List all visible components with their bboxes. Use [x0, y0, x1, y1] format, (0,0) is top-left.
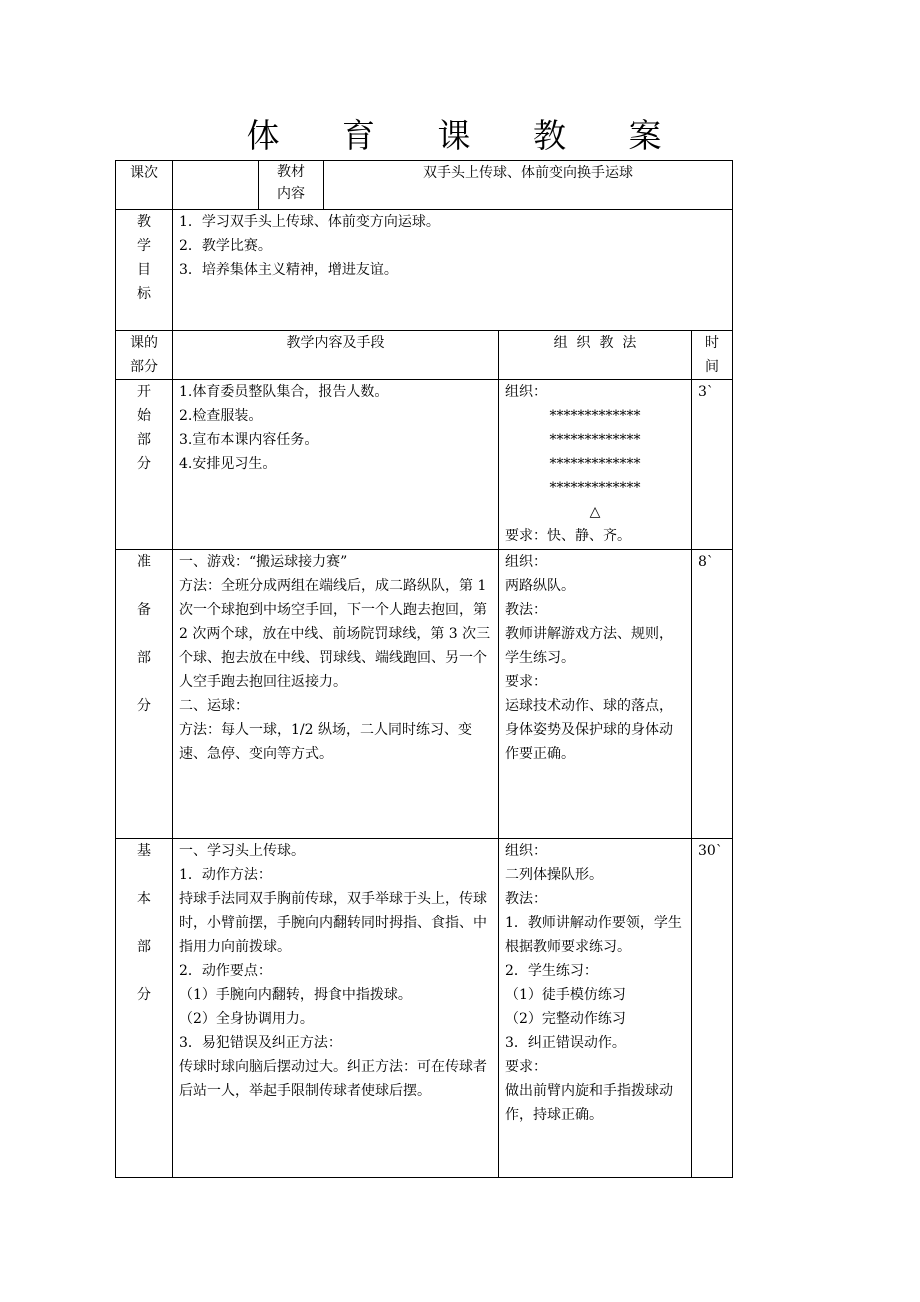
- formation-row: *************: [549, 408, 641, 424]
- section-content: 一、学习头上传球。 1．动作方法： 持球手法同双手胸前传球，双手举球于头上，传球时，小臂前摆，手腕向内翻转同时拇指、食指、中指用力向前拨球。 2．动作要点： （1）手腕向内翻转，拇食中指拨球。 （2）全身协调用力。 3．易犯错误及纠正方法： 传球时球向脑后摆动过大。纠正方法：可在传球者后站一人，举起手限制传球者使球后摆。: [173, 839, 499, 1178]
- section-content: 一、游戏：“搬运球接力赛” 方法：全班分成两组在端线后，成二路纵队，第 1 次一个球抱到中场空手回，下一个人跑去抱回，第 2 次两个球，放在中线、前场院罚球线，第 3 次三个球、抱去放在中线、罚球线、端线跑回、另一个人空手跑去抱回往返接力。 二、运球： 方法：每人一球，1/2 纵场，二人同时练习、变速、急停、变向等方式。: [173, 550, 499, 839]
- section-row-prepare: [116, 550, 733, 839]
- lesson-no-label: 课次: [116, 161, 173, 210]
- section-method: [499, 380, 692, 550]
- section-method: 组织： 二列体操队形。 教法： 1．教师讲解动作要领，学生根据教师要求练习。 2．学生练习： （1）徒手模仿练习 （2）完整动作练习 3．纠正错误动作。 要求： 做出前臂内旋和手指拨球动作，持球正确。: [499, 839, 692, 1178]
- section-time: 8`: [692, 550, 733, 839]
- header-row: [116, 161, 733, 210]
- objectives-label: 教 学 目 标: [116, 210, 173, 331]
- col-time-header: 时 间: [692, 331, 733, 380]
- formation-row: *************: [549, 480, 641, 496]
- organization-label: 组织：: [505, 384, 547, 400]
- objectives-items: 1．学习双手头上传球、体前变方向运球。 2．教学比赛。 3．培养集体主义精神，增进友谊。: [173, 210, 733, 331]
- objectives-row: [116, 210, 733, 331]
- section-time: 30`: [692, 839, 733, 1178]
- section-row-basic: [116, 839, 733, 1178]
- lesson-plan-table: [115, 160, 733, 1178]
- page-title: 体 育 课 教 案: [246, 116, 688, 155]
- section-method: 组织： 两路纵队。 教法： 教师讲解游戏方法、规则，学生练习。 要求： 运球技术动作、球的落点，身体姿势及保护球的身体动作要正确。: [499, 550, 692, 839]
- teacher-triangle-icon: △: [589, 504, 601, 520]
- col-content-header: 教学内容及手段: [173, 331, 499, 380]
- col-method-header: 组 织 教 法: [499, 331, 692, 380]
- section-content: 1.体育委员整队集合，报告人数。 2.检查服装。 3.宣布本课内容任务。 4.安排见习生。: [173, 380, 499, 550]
- lesson-no-value: [173, 161, 259, 210]
- section-part-label: 开 始 部 分: [116, 380, 173, 550]
- formation-row: *************: [549, 432, 641, 448]
- formation-row: *************: [549, 456, 641, 472]
- requirement-text: 要求：快、静、齐。: [505, 528, 631, 544]
- section-part-label: 基 本 部 分: [116, 839, 173, 1178]
- material-label: 教材 内容: [259, 161, 324, 210]
- material-value: 双手头上传球、体前变向换手运球: [324, 161, 733, 210]
- section-time: 3`: [692, 380, 733, 550]
- section-part-label: 准 备 部 分: [116, 550, 173, 839]
- col-part-header: 课的 部分: [116, 331, 173, 380]
- column-header-row: [116, 331, 733, 380]
- section-row-start: [116, 380, 733, 550]
